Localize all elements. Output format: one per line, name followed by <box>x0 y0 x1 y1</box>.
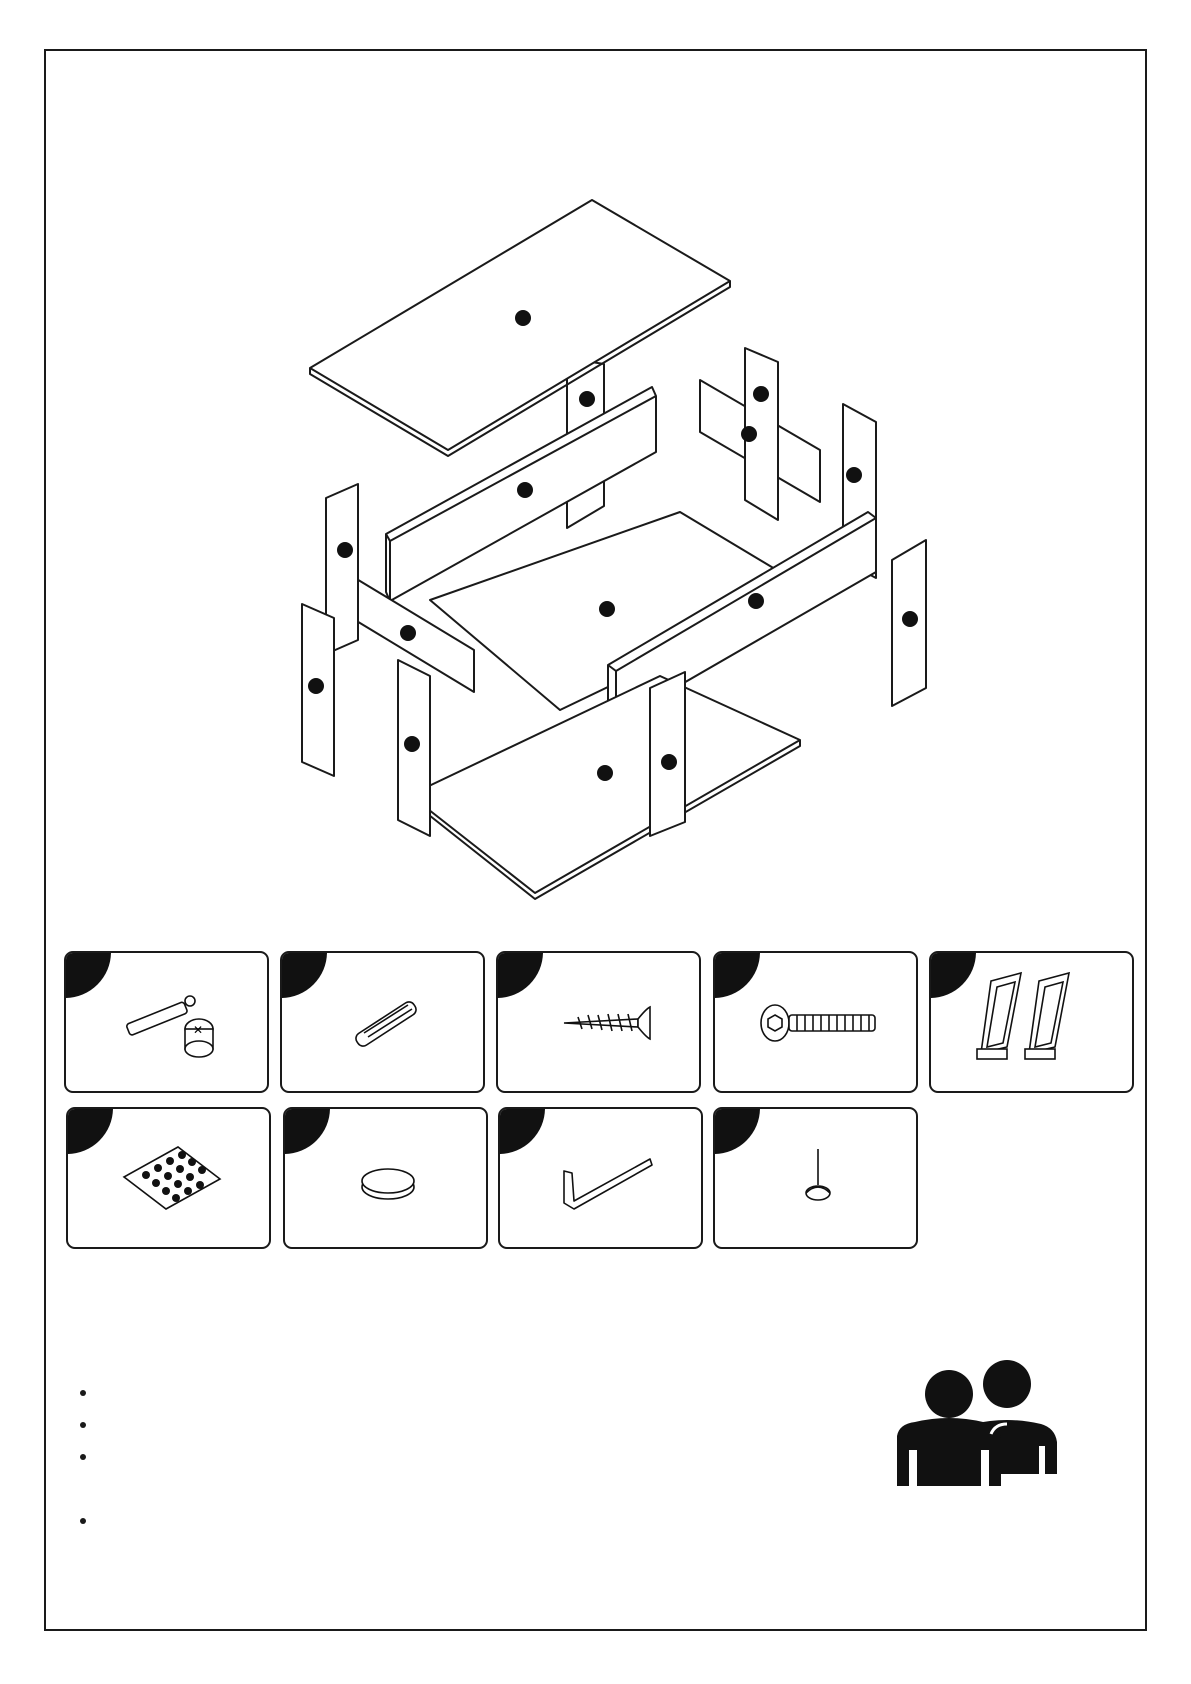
hardware-box-cam-lock <box>64 951 269 1093</box>
hardware-box-bolt <box>713 951 918 1093</box>
part-marker <box>748 593 764 609</box>
wall-bracket-icon <box>931 953 1134 1093</box>
note-bullet <box>80 1454 86 1460</box>
felt-pad-icon <box>285 1109 488 1249</box>
part-marker <box>337 542 353 558</box>
part-marker <box>308 678 324 694</box>
base-panel <box>410 676 800 893</box>
part-marker <box>579 391 595 407</box>
exploded-assembly-diagram <box>280 195 930 910</box>
part-marker <box>515 310 531 326</box>
part-marker <box>404 736 420 752</box>
wooden-dowel-icon <box>282 953 485 1093</box>
adhesive-pad-sheet-icon <box>68 1109 271 1249</box>
two-person-assembly-icon <box>895 1358 1065 1488</box>
part-marker <box>400 625 416 641</box>
part-marker <box>599 601 615 617</box>
nail-glide-icon <box>715 1109 918 1249</box>
part-marker <box>741 426 757 442</box>
part-marker <box>517 482 533 498</box>
note-bullet <box>80 1422 86 1428</box>
part-marker <box>597 765 613 781</box>
hardware-box-felt-pad <box>283 1107 488 1249</box>
svg-text:✕: ✕ <box>193 1023 204 1037</box>
hardware-box-pads-sheet <box>66 1107 271 1249</box>
hex-socket-bolt-icon <box>715 953 918 1093</box>
part-marker <box>753 386 769 402</box>
hardware-box-screw <box>496 951 701 1093</box>
part-marker <box>902 611 918 627</box>
part-marker <box>846 467 862 483</box>
hardware-box-allen-key <box>498 1107 703 1249</box>
note-bullet <box>80 1390 86 1396</box>
hardware-box-nail-glide <box>713 1107 918 1249</box>
lower-right-post <box>650 672 685 836</box>
wood-screw-icon <box>498 953 701 1093</box>
hardware-box-bracket <box>929 951 1134 1093</box>
cam-lock-and-bolt-icon <box>66 953 269 1093</box>
hardware-box-dowel <box>280 951 485 1093</box>
allen-key-icon <box>500 1109 703 1249</box>
note-bullet <box>80 1518 86 1524</box>
part-marker <box>661 754 677 770</box>
